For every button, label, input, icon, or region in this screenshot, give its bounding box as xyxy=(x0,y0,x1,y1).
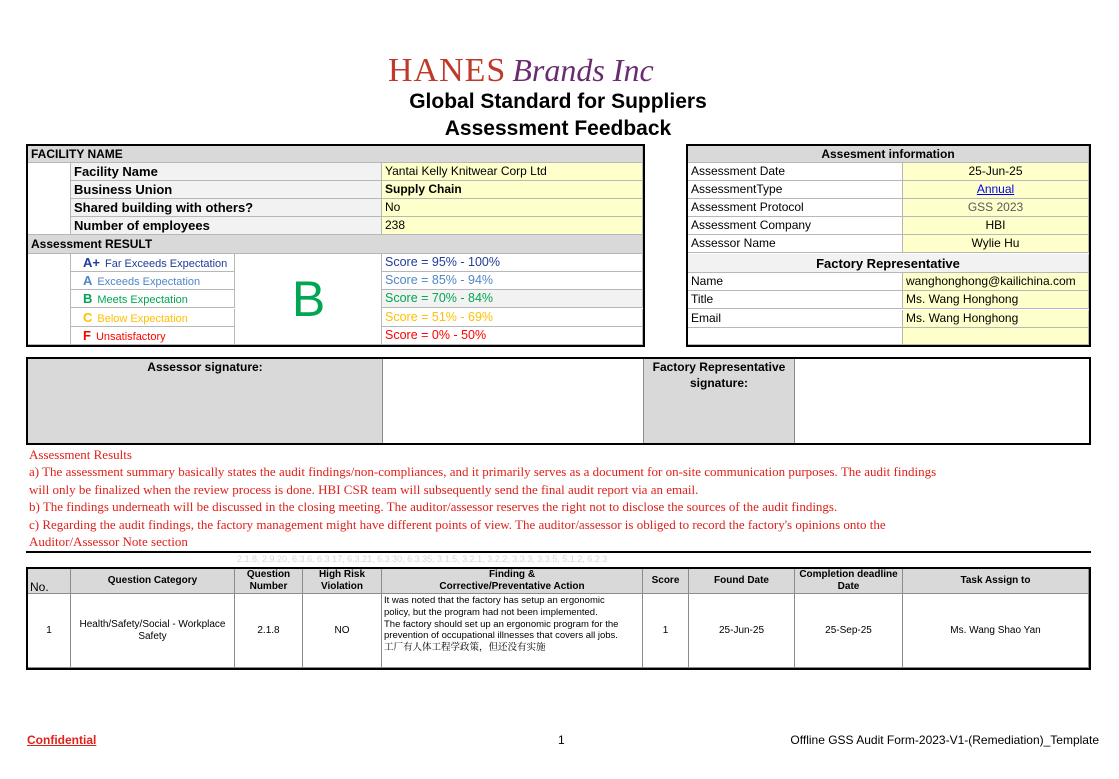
td-assign-text: Ms. Wang Shao Yan xyxy=(950,624,1041,636)
td-no xyxy=(28,594,71,668)
notes-title: Assessment Results xyxy=(29,447,132,462)
th-assign xyxy=(903,569,1089,594)
assessment-info-label: AssessmentType xyxy=(688,181,903,199)
factory-rep-value: wanghonghong@kailichina.com xyxy=(903,273,1089,291)
td-category-text: Health/Safety/Social - Workplace xyxy=(79,618,226,630)
facility-row-value: Yantai Kelly Knitwear Corp Ltd xyxy=(382,163,643,181)
factory-rep-value: Ms. Wang Honghong xyxy=(903,291,1089,309)
facility-section-header: FACILITY NAME xyxy=(28,146,643,163)
th-finding xyxy=(382,569,643,594)
td-category xyxy=(71,594,235,668)
td-high-risk-text: NO xyxy=(334,624,350,636)
assessment-info-label: Assessment Protocol xyxy=(688,199,903,217)
td-finding-text: 工厂有人体工程学政策，但还没有实施 xyxy=(384,642,546,654)
factory-signature-label-2: signature: xyxy=(689,376,748,390)
footer-form-name: Offline GSS Audit Form-2023-V1-(Remediation)_Template xyxy=(790,733,1099,747)
rep-empty-value xyxy=(903,328,1089,345)
assessment-info-value: Wylie Hu xyxy=(903,235,1089,253)
th-finding-text: Finding & xyxy=(488,569,536,580)
title-line1: Global Standard for Suppliers xyxy=(409,90,707,113)
notes-line: will only be finalized when the review process is done. HBI CSR team will subsequently send the final audit report via an email. xyxy=(29,481,699,497)
td-found-date-text: 25-Jun-25 xyxy=(718,624,765,636)
assessment-info-header: Assesment information xyxy=(688,146,1089,163)
td-high-risk xyxy=(303,594,382,668)
td-score xyxy=(643,594,689,668)
grade-label: Unsatisfactory xyxy=(95,331,166,343)
grade-score-range: Score = 85% - 94% xyxy=(382,272,643,290)
th-found-date-text: Found Date xyxy=(714,575,769,586)
grade-letter: A xyxy=(83,273,93,288)
facility-row-label: Number of employees xyxy=(71,217,382,235)
footer-confidential: Confidential xyxy=(27,733,97,747)
td-found-date xyxy=(689,594,795,668)
grade-score-range: Score = 0% - 50% xyxy=(382,327,643,345)
th-category xyxy=(71,569,235,594)
th-question-number-text: Number xyxy=(249,581,288,592)
grade-legend-cell xyxy=(71,272,235,290)
notes-line: c) Regarding the audit findings, the factory management might have different points of view. The auditor/assessor is obliged to record the factory's opinions onto the xyxy=(29,516,886,532)
notes-block xyxy=(29,446,1089,550)
facility-row-value: 238 xyxy=(382,217,643,235)
grade-score-range: Score = 51% - 69% xyxy=(382,309,643,327)
grade-score-range: Score = 95% - 100% xyxy=(382,254,643,272)
assessment-info-label: Assessment Company xyxy=(688,217,903,235)
td-no-text: 1 xyxy=(46,624,52,636)
td-finding-text: policy, but the program had not been implemented. xyxy=(384,606,598,618)
td-deadline xyxy=(795,594,903,668)
assessment-info-value: GSS 2023 xyxy=(903,199,1089,217)
grade-letter: C xyxy=(83,310,93,325)
grade-label: Meets Expectation xyxy=(97,294,188,306)
grade-legend-cell xyxy=(71,290,235,308)
title-line2: Assessment Feedback xyxy=(444,117,672,140)
result-indent xyxy=(28,254,71,345)
th-score-text: Score xyxy=(651,575,680,586)
th-deadline xyxy=(795,569,903,594)
td-finding-text: The factory should set up an ergonomic program for the xyxy=(384,618,619,630)
hanes-logo xyxy=(388,52,708,92)
grade-label: Far Exceeds Expectation xyxy=(104,258,228,270)
td-finding-text: prevention of occupational illnesses that covers all jobs. xyxy=(384,630,618,642)
th-score xyxy=(643,569,689,594)
assessor-signature-label: Assessor signature: xyxy=(147,360,263,374)
notes-line: b) The findings underneath will be discussed in the closing meeting. The auditor/assessor reserves the right not to disclose the sources of the audit findings. xyxy=(29,499,838,515)
notes-line: Auditor/Assessor Note section xyxy=(29,534,188,550)
faint-question-list: 2.1.8, 2.9.20, 6.3.6, 6.3.17, 6.3.21, 6.3.30, 6.3.35, 3.1.5, 3.2.1, 3.2.2, 3.3.3, 3.3.5, 5.1.2, 6.2.3 xyxy=(237,554,608,564)
assessment-info-value: 25-Jun-25 xyxy=(903,163,1089,181)
td-deadline-text: 25-Sep-25 xyxy=(825,624,872,636)
factory-rep-label: Email xyxy=(688,310,903,328)
assessment-info-value: HBI xyxy=(903,217,1089,235)
grade-legend-cell xyxy=(71,309,235,327)
th-deadline-text: Date xyxy=(837,581,860,592)
td-finding xyxy=(382,594,643,668)
result-section-header: Assessment RESULT xyxy=(28,235,643,254)
facility-row-label: Shared building with others? xyxy=(71,199,382,217)
td-score-text: 1 xyxy=(662,624,669,636)
grade-label: Below Expectation xyxy=(97,313,188,325)
grade-letter: B xyxy=(83,291,93,306)
logo-hanes: HANES xyxy=(388,52,507,89)
td-assign xyxy=(903,594,1089,668)
th-no xyxy=(28,569,71,594)
assessment-info-label: Assessor Name xyxy=(688,235,903,253)
factory-rep-header: Factory Representative xyxy=(688,254,1089,273)
grade-label: Exceeds Expectation xyxy=(97,276,201,288)
th-no-text: No. xyxy=(30,580,49,594)
th-deadline-text: Completion deadline xyxy=(799,569,898,580)
facility-row-label: Business Union xyxy=(71,181,382,199)
th-high-risk xyxy=(303,569,382,594)
factory-signature-label-1: Factory Representative xyxy=(652,360,786,374)
th-question-number-text: Question xyxy=(246,569,291,580)
facility-row-label: Facility Name xyxy=(71,163,382,181)
facility-indent xyxy=(28,163,71,235)
th-found-date xyxy=(689,569,795,594)
td-question-number xyxy=(235,594,303,668)
td-category-text: Safety xyxy=(138,630,167,642)
facility-row-value: Supply Chain xyxy=(382,181,643,199)
th-high-risk-text: Violation xyxy=(320,581,364,592)
factory-rep-label: Name xyxy=(688,273,903,291)
footer-page-number: 1 xyxy=(558,733,565,747)
th-category-text: Question Category xyxy=(107,575,198,586)
th-question-number xyxy=(235,569,303,594)
td-question-number-text: 2.1.8 xyxy=(257,624,280,636)
facility-row-value: No xyxy=(382,199,643,217)
grade-legend-cell xyxy=(71,254,235,272)
assessor-signature-area[interactable] xyxy=(383,359,644,443)
rep-empty-label xyxy=(688,328,903,345)
grade-score-range: Score = 70% - 84% xyxy=(382,290,643,308)
notes-line: a) The assessment summary basically states the audit findings/non-compliances, and it primarily serves as a document for on-site communication purposes. The audit findings xyxy=(29,464,937,480)
th-finding-text: Corrective/Preventative Action xyxy=(439,581,585,592)
factory-rep-value: Ms. Wang Honghong xyxy=(903,310,1089,328)
logo-brands: Brands Inc xyxy=(512,52,654,88)
th-high-risk-text: High Risk xyxy=(318,569,366,580)
th-assign-text: Task Assign to xyxy=(960,575,1031,586)
factory-rep-label: Title xyxy=(688,291,903,309)
td-finding-text: It was noted that the factory has setup an ergonomic xyxy=(384,595,605,606)
grade-letter: A+ xyxy=(83,255,100,270)
result-grade: B xyxy=(291,271,326,327)
factory-signature-area[interactable] xyxy=(795,359,1089,443)
grade-letter: F xyxy=(83,328,91,343)
assessment-info-value[interactable]: Annual xyxy=(903,181,1089,199)
notes-divider xyxy=(26,551,1091,553)
assessment-info-label: Assessment Date xyxy=(688,163,903,181)
grade-legend-cell xyxy=(71,327,235,345)
